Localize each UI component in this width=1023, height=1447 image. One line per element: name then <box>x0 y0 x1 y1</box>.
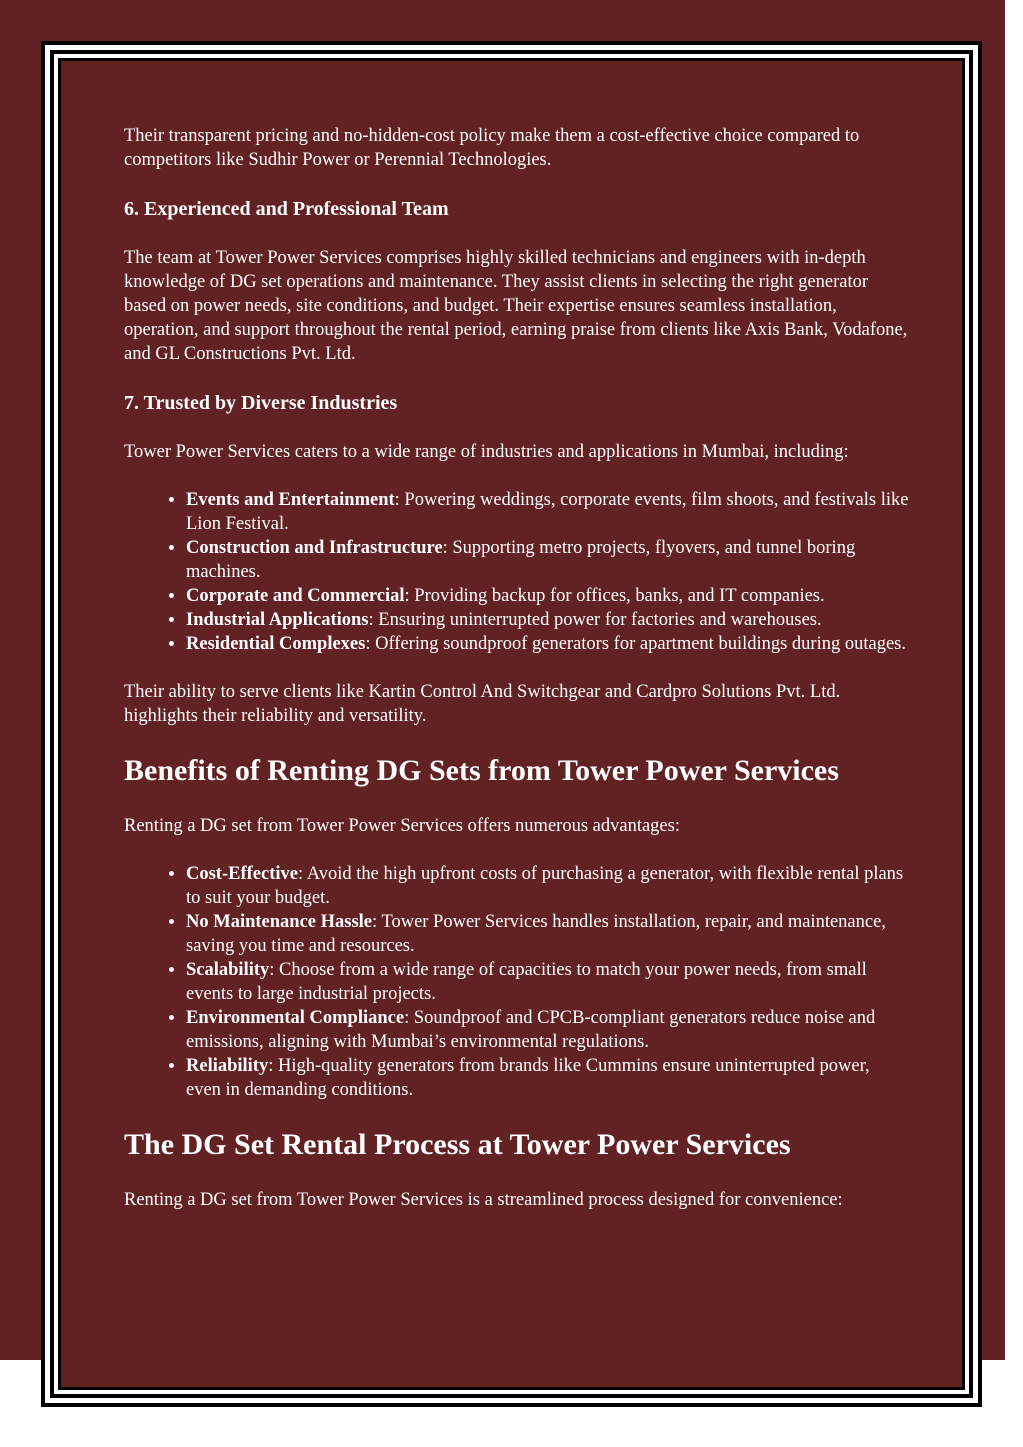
list-item-text: : Avoid the high upfront costs of purchasing a generator, with flexible rental plans to suit your budget. <box>186 864 904 908</box>
benefits-paragraph: Renting a DG set from Tower Power Services offers numerous advantages: <box>124 816 680 836</box>
list-item <box>186 608 909 632</box>
list-item <box>186 958 909 1006</box>
list-item-text: : Soundproof and CPCB-compliant generators reduce noise and emissions, aligning with Mumbai’s environmental regulations. <box>186 1008 876 1052</box>
list-item <box>186 536 909 584</box>
list-item-term: No Maintenance Hassle <box>186 912 373 932</box>
list-item <box>186 488 909 536</box>
list-item-term: Environmental Compliance <box>186 1008 405 1028</box>
list-item-term: Scalability <box>186 960 270 980</box>
list-item-term: Reliability <box>186 1056 269 1076</box>
list-item <box>186 632 909 656</box>
list-item-term: Construction and Infrastructure <box>186 538 443 558</box>
list-item-text: : Tower Power Services handles installation, repair, and maintenance, saving you time and resources. <box>186 912 886 956</box>
list-item <box>186 584 909 608</box>
list-item-text: : Powering weddings, corporate events, film shoots, and festivals like Lion Festival. <box>186 490 909 534</box>
list-item-text: : High-quality generators from brands like Cummins ensure uninterrupted power, even in demanding conditions. <box>186 1056 870 1100</box>
section-6-heading: 6. Experienced and Professional Team <box>124 198 449 220</box>
list-item-text: : Ensuring uninterrupted power for factories and warehouses. <box>368 610 822 630</box>
list-item-term: Residential Complexes <box>186 634 366 654</box>
list-item <box>186 910 909 958</box>
list-item-term: Industrial Applications <box>186 610 369 630</box>
section-6-paragraph: The team at Tower Power Services comprises highly skilled technicians and engineers with in-depth knowledge of DG set operations and maintenance. They assist clients in selecting the right generator based on power needs, site conditions, and budget. Their expertise ensures seamless installation, operation, and support throughout the rental period, earning praise from clients like Axis Bank, Vodafone, and GL Constructions Pvt. Ltd. <box>124 248 908 364</box>
section-7-closing: Their ability to serve clients like Kartin Control And Switchgear and Cardpro Solutions Pvt. Ltd. highlights their reliability and versatility. <box>124 682 841 726</box>
list-item-text: : Offering soundproof generators for apartment buildings during outages. <box>365 634 906 654</box>
benefits-list <box>124 862 909 1102</box>
list-item <box>186 1054 909 1102</box>
list-item-text: : Supporting metro projects, flyovers, and tunnel boring machines. <box>186 538 856 582</box>
document-body <box>124 124 909 1236</box>
list-item-text: : Providing backup for offices, banks, and IT companies. <box>404 586 825 606</box>
list-item-term: Corporate and Commercial <box>186 586 405 606</box>
list-item <box>186 1006 909 1054</box>
benefits-heading: Benefits of Renting DG Sets from Tower Power Services <box>124 754 839 787</box>
process-paragraph: Renting a DG set from Tower Power Services is a streamlined process designed for convenience: <box>124 1190 843 1210</box>
list-item-term: Events and Entertainment <box>186 490 395 510</box>
intro-paragraph: Their transparent pricing and no-hidden-cost policy make them a cost-effective choice compared to competitors like Sudhir Power or Perennial Technologies. <box>124 126 860 170</box>
list-item <box>186 862 909 910</box>
industries-list <box>124 488 909 656</box>
list-item-term: Cost-Effective <box>186 864 298 884</box>
list-item-text: : Choose from a wide range of capacities to match your power needs, from small events to large industrial projects. <box>186 960 867 1004</box>
process-heading: The DG Set Rental Process at Tower Power Services <box>124 1128 791 1161</box>
section-7-heading: 7. Trusted by Diverse Industries <box>124 392 398 414</box>
section-7-paragraph: Tower Power Services caters to a wide range of industries and applications in Mumbai, including: <box>124 442 849 462</box>
